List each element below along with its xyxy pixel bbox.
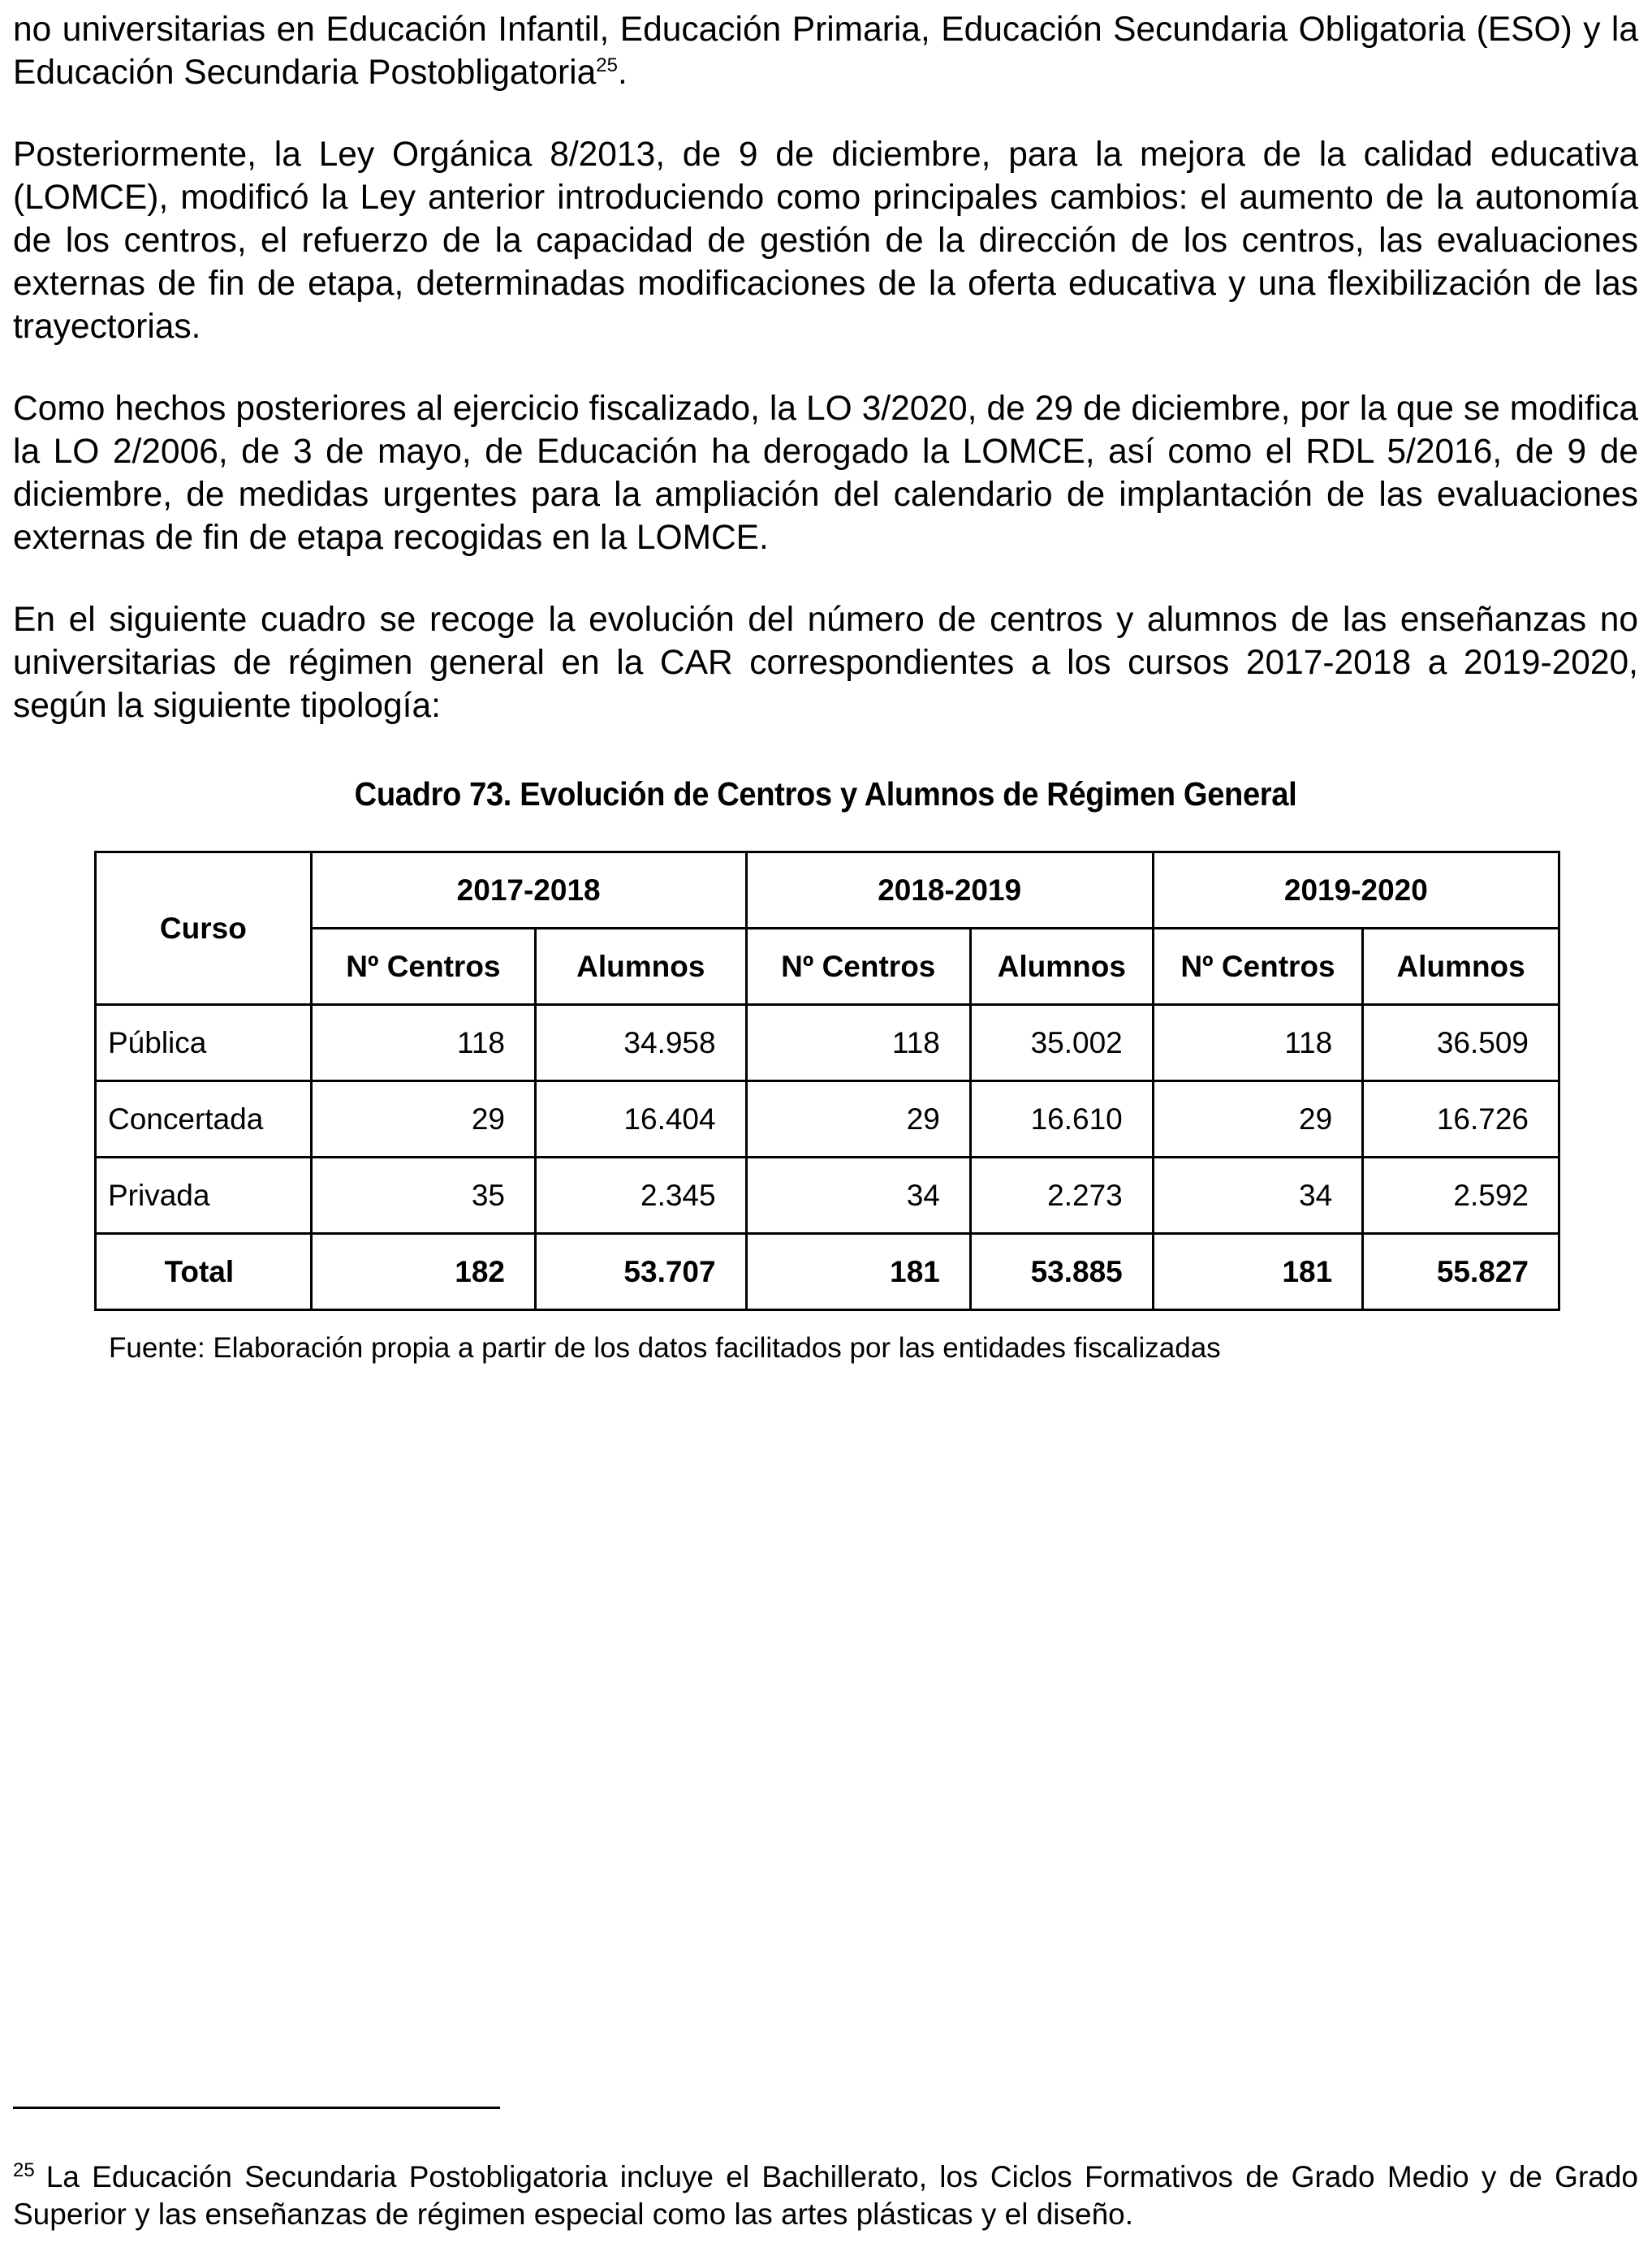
cell-alumnos: 35.002: [970, 1005, 1153, 1081]
paragraph-3: Como hechos posteriores al ejercicio fiscalizado, la LO 3/2020, de 29 de diciembre, por la que se modifica la LO 2/2006, de 3 de mayo, de Educación ha derogado la LOMCE, así como el RDL 5/2016, de 9 de diciembre, de medidas urgentes para la ampliación del calendario de implantación de las evaluaciones externas de fin de etapa recogidas en la LOMCE.: [13, 390, 1638, 557]
cell-centros: 118: [1153, 1005, 1362, 1081]
footnote-text: La Educación Secundaria Postobligatoria incluye el Bachillerato, los Ciclos Formativos de Grado Medio y de Grado Superior y las enseñanzas de régimen especial como las artes plásticas y el diseño.: [13, 2160, 1638, 2231]
data-table: [94, 851, 1560, 1311]
cell-alumnos: 16.726: [1363, 1081, 1559, 1158]
header-year: 2018-2019: [746, 852, 1153, 929]
cell-alumnos: 53.885: [970, 1234, 1153, 1310]
paragraph-4: En el siguiente cuadro se recoge la evolución del número de centros y alumnos de las enseñanzas no universitarias de régimen general en la CAR correspondientes a los cursos 2017-2018 a 2019-2020, según la siguiente tipología:: [13, 601, 1638, 725]
paragraph-1: [13, 8, 1638, 94]
table-row: [96, 1005, 1559, 1081]
table-row: [96, 1081, 1559, 1158]
paragraph-1-text: no universitarias en Educación Infantil, Educación Primaria, Educación Secundaria Obligatoria (ESO) y la Educación Secundaria Postobligatoria: [13, 11, 1638, 92]
footnote-number: 25: [13, 2159, 35, 2181]
cell-centros: 35: [311, 1158, 535, 1234]
footnote-divider: [13, 2107, 500, 2109]
table-caption: Cuadro 73. Evolución de Centros y Alumnos de Régimen General: [354, 775, 1297, 813]
header-alumnos: Alumnos: [1363, 929, 1559, 1005]
cell-centros: 29: [311, 1081, 535, 1158]
cell-alumnos: 36.509: [1363, 1005, 1559, 1081]
cell-alumnos: 16.404: [536, 1081, 747, 1158]
table-header-row: [96, 852, 1559, 929]
row-label: Pública: [96, 1005, 312, 1081]
footnote: [13, 2159, 1638, 2233]
header-year: 2017-2018: [311, 852, 746, 929]
header-alumnos: Alumnos: [536, 929, 747, 1005]
cell-alumnos: 53.707: [536, 1234, 747, 1310]
header-curso: Curso: [96, 852, 312, 1005]
header-year: 2019-2020: [1153, 852, 1559, 929]
cell-alumnos: 34.958: [536, 1005, 747, 1081]
footnote-ref[interactable]: 25: [596, 54, 618, 76]
cell-alumnos: 55.827: [1363, 1234, 1559, 1310]
cell-alumnos: 16.610: [970, 1081, 1153, 1158]
cell-alumnos: 2.273: [970, 1158, 1153, 1234]
cell-centros: 29: [1153, 1081, 1362, 1158]
cell-centros: 181: [746, 1234, 970, 1310]
row-label: Privada: [96, 1158, 312, 1234]
cell-centros: 118: [311, 1005, 535, 1081]
header-alumnos: Alumnos: [970, 929, 1153, 1005]
row-label: Total: [96, 1234, 312, 1310]
cell-alumnos: 2.345: [536, 1158, 747, 1234]
cell-centros: 181: [1153, 1234, 1362, 1310]
header-centros: Nº Centros: [311, 929, 535, 1005]
table-row: [96, 1158, 1559, 1234]
cell-centros: 182: [311, 1234, 535, 1310]
header-centros: Nº Centros: [746, 929, 970, 1005]
row-label: Concertada: [96, 1081, 312, 1158]
cell-centros: 34: [1153, 1158, 1362, 1234]
table-total-row: [96, 1234, 1559, 1310]
cell-centros: 34: [746, 1158, 970, 1234]
paragraph-1-end: .: [617, 54, 628, 92]
paragraph-2: Posteriormente, la Ley Orgánica 8/2013, de 9 de diciembre, para la mejora de la calidad educativa (LOMCE), modificó la Ley anterior introduciendo como principales cambios: el aumento de la autonomía de los centros, el refuerzo de la capacidad de gestión de la dirección de los centros, las evaluaciones externas de fin de etapa, determinadas modificaciones de la oferta educativa y una flexibilización de las trayectorias.: [13, 136, 1638, 346]
cell-centros: 29: [746, 1081, 970, 1158]
table-subheader-row: [96, 929, 1559, 1005]
header-centros: Nº Centros: [1153, 929, 1362, 1005]
table-source: Fuente: Elaboración propia a partir de los datos facilitados por las entidades fiscalizadas: [109, 1332, 1221, 1364]
document-page: [13, 8, 1638, 1366]
cell-alumnos: 2.592: [1363, 1158, 1559, 1234]
cell-centros: 118: [746, 1005, 970, 1081]
